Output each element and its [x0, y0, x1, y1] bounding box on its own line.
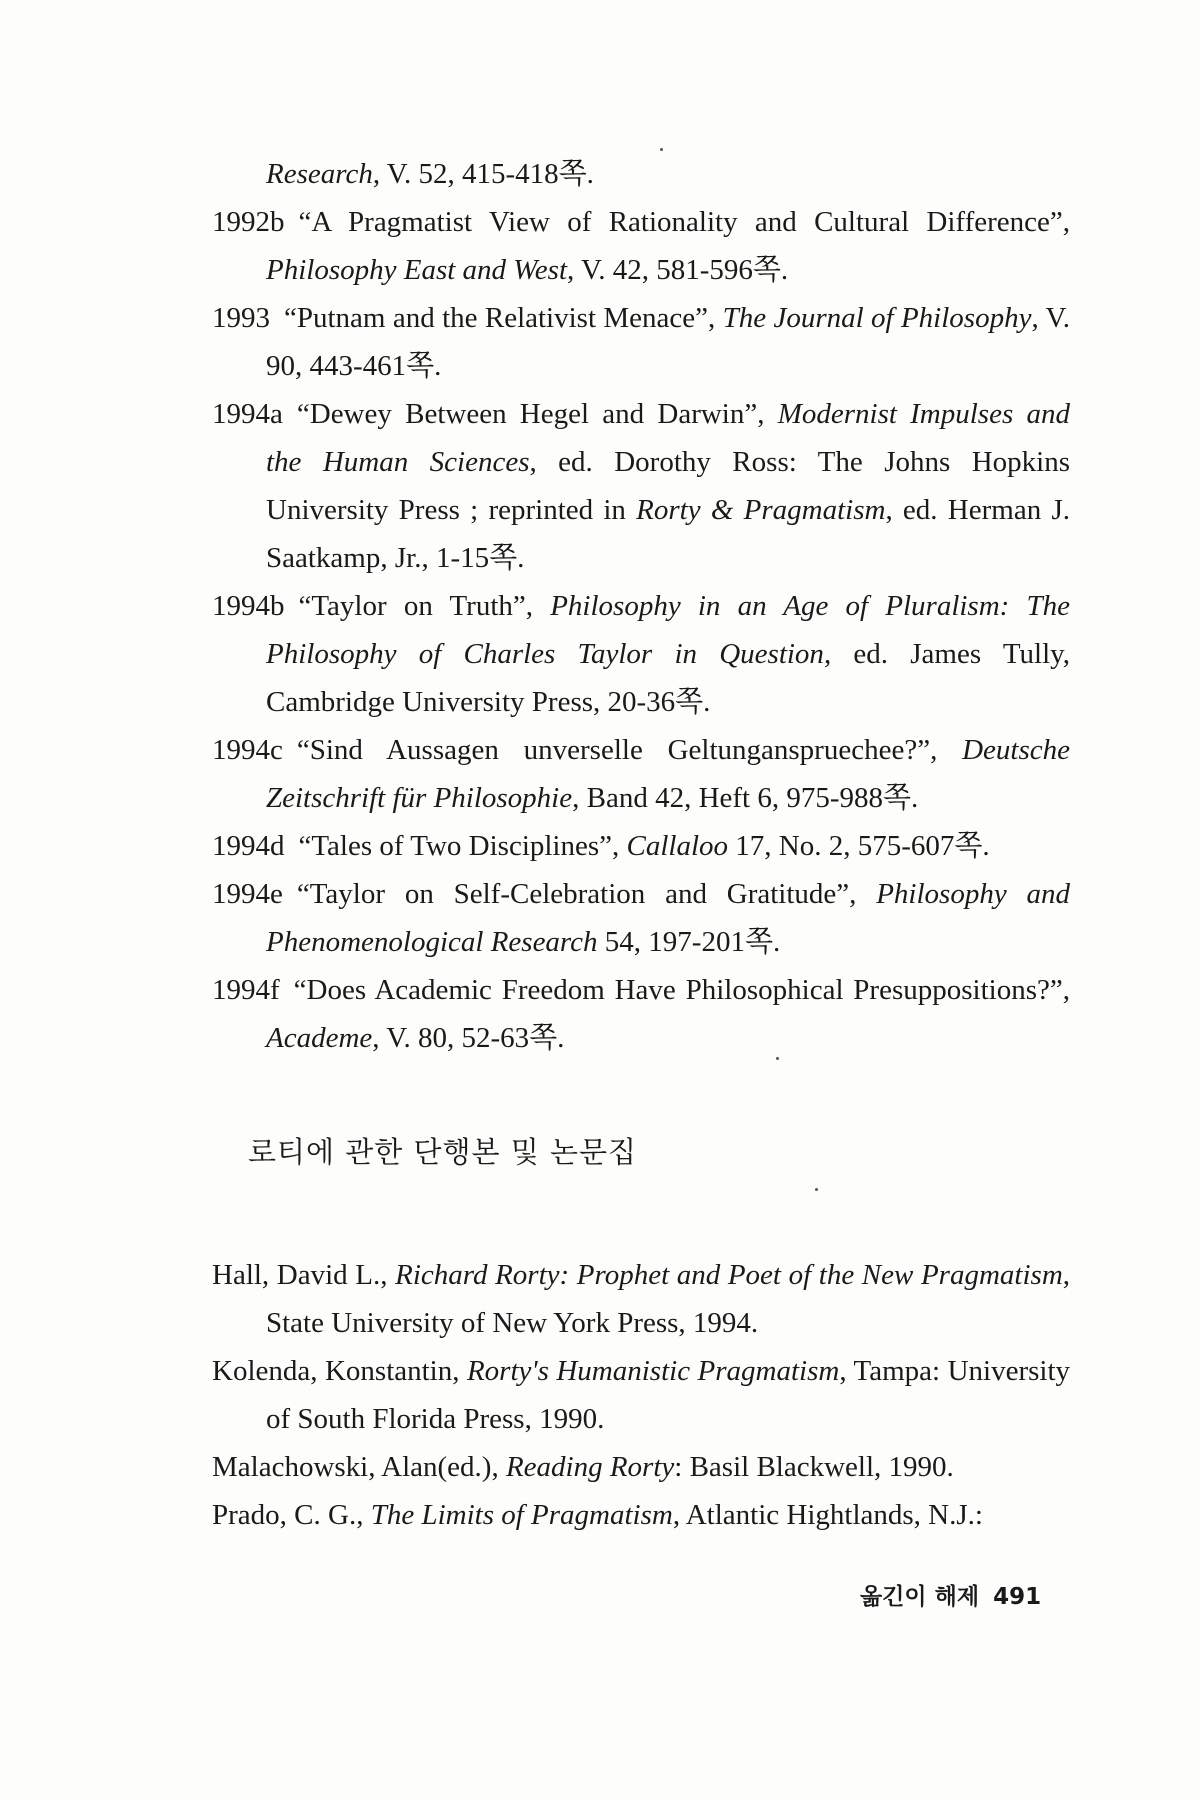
entry-year: 1994d [212, 830, 285, 862]
bibliography-entry [212, 198, 1070, 294]
entry-text: “Dewey Between Hegel and Darwin”, [296, 398, 778, 430]
italic-title: Research [266, 158, 373, 190]
entry-year: 1994b [212, 590, 285, 622]
entry-text: Kolenda, Konstantin, [212, 1355, 467, 1387]
italic-title: Academe [266, 1022, 373, 1054]
entry-text: “Tales of Two Disciplines”, [298, 830, 627, 862]
entry-text: “Does Academic Freedom Have Philosophical Presuppositions?”, [293, 974, 1070, 1006]
italic-title: Rorty & Pragmatism [636, 494, 886, 526]
entry-text: “Taylor on Truth”, [298, 590, 551, 622]
running-title: 옮긴이 해제 [860, 1584, 980, 1610]
reference-entry [212, 1491, 1070, 1539]
entry-year: 1994c [212, 734, 283, 766]
bibliography-entry [212, 966, 1070, 1062]
italic-title: Reading Rorty [505, 1451, 675, 1483]
entry-text: , V. 42, 581-596쪽. [567, 254, 789, 286]
italic-title: The Journal of Philosophy [722, 302, 1032, 334]
reference-entry [212, 1347, 1070, 1443]
entry-text: 54, 197-201쪽. [597, 926, 781, 958]
entry-year: 1994f [212, 974, 280, 1006]
italic-title: The Limits of Pragmatism [370, 1499, 673, 1531]
bibliography-entry [212, 726, 1070, 822]
entry-text: “Taylor on Self-Celebration and Gratitude”, [296, 878, 877, 910]
bibliography-entry [212, 390, 1070, 582]
entry-year: 1994e [212, 878, 283, 910]
entry-year: 1993 [212, 302, 270, 334]
entry-text: , ed. Herman J. Saatkamp, Jr., 1-15쪽. [266, 494, 1070, 574]
italic-title: Modernist Impulses and the Human Sciences [266, 398, 1070, 478]
entry-text: “A Pragmatist View of Rationality and Cultural Difference”, [298, 206, 1070, 238]
italic-title: Callaloo [626, 830, 729, 862]
page-text [212, 150, 1070, 1539]
entry-text: , Atlantic Hightlands, N.J.: [672, 1499, 983, 1531]
reference-entry [212, 1251, 1070, 1347]
section-heading: 로티에 관한 단행본 및 논문집 [248, 1135, 638, 1169]
entry-year: 1992b [212, 206, 285, 238]
entry-text: , V. 80, 52-63쪽. [372, 1022, 565, 1054]
bibliography-entry [212, 870, 1070, 966]
entry-year: 1994a [212, 398, 283, 430]
entry-text: , V. 52, 415-418쪽. [372, 158, 594, 190]
italic-title: Philosophy and Phenomenological Research [266, 878, 1070, 958]
bibliography-entry [212, 294, 1070, 390]
reference-list [212, 1251, 1070, 1539]
reference-entry [212, 1443, 1070, 1491]
entry-text: , ed. James Tully, Cambridge University Press, 20-36쪽. [266, 638, 1070, 718]
entry-text: , Band 42, Heft 6, 975-988쪽. [572, 782, 919, 814]
italic-title: Richard Rorty: Prophet and Poet of the New Pragmatism [395, 1259, 1063, 1291]
entry-text: 17, No. 2, 575-607쪽. [728, 830, 990, 862]
entry-text: Malachowski, Alan(ed.), [212, 1451, 506, 1483]
entry-text: “Sind Aussagen unverselle Geltunganspruechee?”, [296, 734, 963, 766]
italic-title: Deutsche Zeitschrift für Philosophie [266, 734, 1070, 814]
entry-text: , State University of New York Press, 1994. [266, 1259, 1071, 1339]
bibliography-entry [212, 822, 1070, 870]
italic-title: Rorty's Humanistic Pragmatism [466, 1355, 840, 1387]
entry-text: , Tampa: University of South Florida Press, 1990. [266, 1355, 1070, 1435]
italic-title: Philosophy in an Age of Pluralism: The Philosophy of Charles Taylor in Question [266, 590, 1070, 670]
bibliography-entries [212, 150, 1070, 1062]
entry-text: “Putnam and the Relativist Menace”, [284, 302, 723, 334]
bibliography-entry [212, 582, 1070, 726]
page-footer [860, 1578, 1041, 1611]
entry-text: , V. 90, 443-461쪽. [266, 302, 1070, 382]
italic-title: Philosophy East and West [266, 254, 568, 286]
entry-text: Prado, C. G., [212, 1499, 371, 1531]
entry-text: Hall, David L., [212, 1259, 396, 1291]
page-number: 491 [993, 1584, 1042, 1610]
entry-text: : Basil Blackwell, 1990. [674, 1451, 954, 1483]
entry-text: , ed. Dorothy Ross: The Johns Hopkins University Press ; reprinted in [266, 446, 1070, 526]
bibliography-entry [212, 150, 1070, 198]
